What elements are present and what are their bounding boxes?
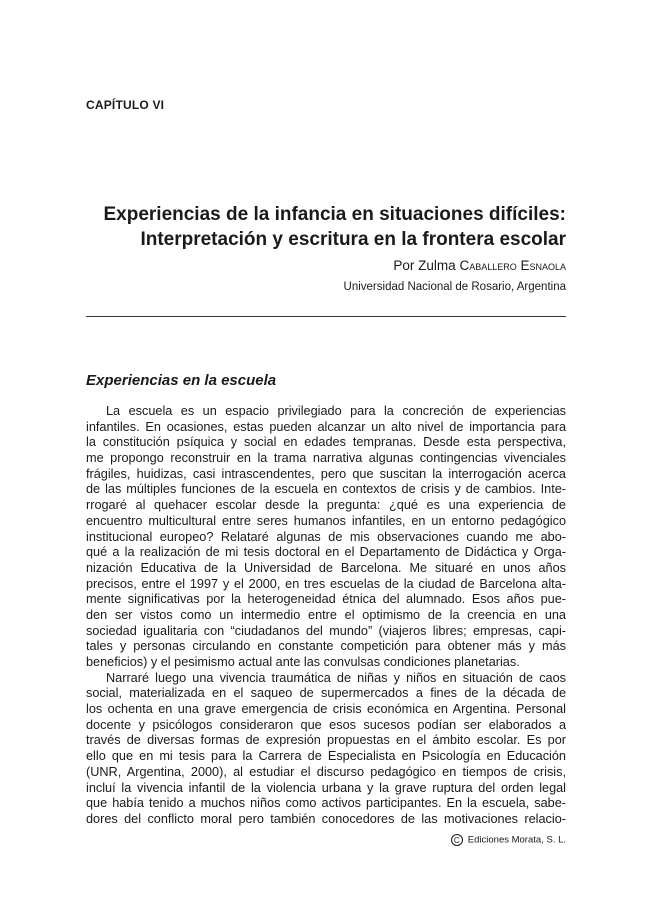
body-line: encuentro multicultural entre seres humanos infantiles, en un entorno pedagógico [86, 513, 566, 528]
body-line: den ser vistos como un intermedio entre el optimismo de la creencia en una [86, 607, 566, 622]
body-line: (UNR, Argentina, 2000), al estudiar el discurso pedagógico en tiempos de crisis, [86, 764, 566, 779]
chapter-title-line-2: Interpretación y escritura en la frontera escolar [140, 229, 566, 250]
body-line: dores del conflicto moral pero también conocedores de las motivaciones relacio- [86, 811, 566, 826]
body-text [86, 404, 566, 828]
body-line: la constitución psíquica y social en edades tempranas. Desde esta perspectiva, [86, 435, 566, 450]
title-block [86, 202, 566, 296]
body-line: los ochenta en una grave emergencia de crisis económica en Argentina. Personal [86, 702, 566, 717]
body-line: través de diversas formas de expresión propuestas en el ámbito escolar. Es por [86, 733, 566, 748]
title-divider [86, 316, 566, 317]
body-line: qué a la realización de mi tesis doctoral en el Departamento de Didáctica y Orga- [86, 545, 566, 560]
author-line [86, 256, 566, 275]
body-line: incluí la vivencia infantil de la violencia urbana y la grave ruptura del orden legal [86, 780, 566, 795]
body-line: institucional europeo? Relataré algunas de mis observaciones cuando me abo- [86, 529, 566, 544]
section-heading: Experiencias en la escuela [86, 372, 277, 389]
body-line: me propongo reconstruir en la trama narrativa algunas contingencias vivenciales [86, 451, 566, 466]
publisher-footer [420, 834, 566, 846]
author-affiliation: Universidad Nacional de Rosario, Argentina [343, 281, 566, 293]
body-line: beneficios) y el pesimismo actual ante las convulsas condiciones planetarias. [86, 655, 520, 669]
chapter-label: CAPÍTULO VI [86, 98, 165, 112]
body-line: nización Educativa de la Universidad de Barcelona. Me situaré en unos años [86, 560, 566, 575]
body-line: Narraré luego una vivencia traumática de niñas y niños en situación de caos [106, 670, 566, 685]
body-line: tales y personas circulando en constante competición para obtener más y más [86, 639, 566, 654]
chapter-title-line-1: Experiencias de la infancia en situaciones difíciles: [103, 204, 566, 225]
body-line: precisos, entre el 1997 y el 2000, en tres escuelas de la ciudad de Barcelona alta- [86, 576, 566, 591]
author-prefix: Por Zulma [393, 258, 460, 273]
body-line: ello que en mi tesis para la Carrera de Especialista en Psicología en Educación [86, 749, 566, 764]
body-line: de las múltiples funciones de la escuela en contextos de crisis y de cambios. Inte- [86, 482, 566, 497]
body-line: frágiles, huidizas, casi intrascendentes, pero que suscitan la interrogación acerca [86, 466, 566, 481]
body-line: social, materializada en el saqueo de supermercados a fines de la década de [86, 686, 566, 701]
body-line: infantiles. En ocasiones, estas pueden alcanzar un alto nivel de importancia para [86, 419, 566, 434]
publisher-name: Ediciones Morata, S. L. [467, 834, 566, 846]
body-line: sociedad igualitaria con “ciudadanos del mundo” (viajeros libres; empresas, capi- [86, 623, 566, 638]
copyright-icon: C [451, 834, 463, 846]
author-surname: Caballero Esnaola [459, 258, 566, 273]
body-line: docente y psicólogos consideraron que esos sucesos podían ser elaborados a [86, 717, 566, 732]
body-line: rrogaré al quehacer escolar desde la pregunta: ¿qué es una experiencia de [86, 498, 566, 513]
body-line: mente significativas por la heterogeneidad étnica del alumnado. Esos años pue- [86, 592, 566, 607]
body-line: que había tenido a muchos niños como activos participantes. En la escuela, sabe- [86, 796, 566, 811]
body-line: La escuela es un espacio privilegiado para la concreción de experiencias [106, 404, 566, 418]
